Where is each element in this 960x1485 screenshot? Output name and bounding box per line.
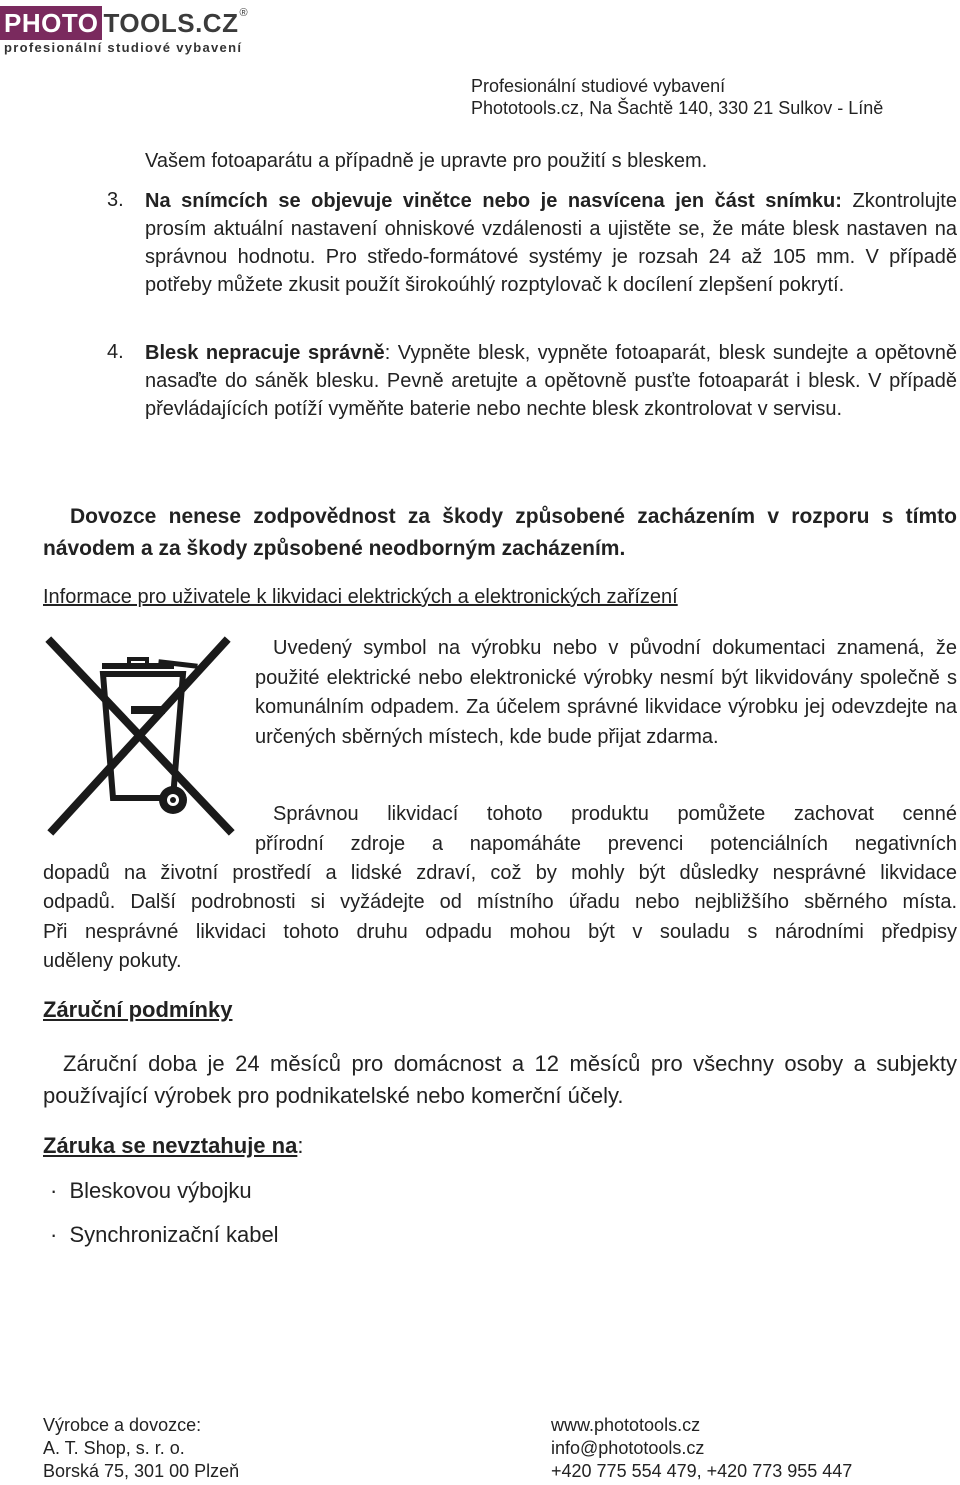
exclusions-heading-text: Záruka se nevztahuje na: [43, 1133, 298, 1158]
exclusions-heading: [43, 1133, 303, 1159]
liability-disclaimer: Dovozce nenese zodpovědnost za škody způsobené zacházením v rozporu s tímto návodem a za škody způsobené neodborným zacházením.: [43, 505, 957, 560]
weee-p2-line-2: přírodní zdroje a napomáháte prevenci potenciálních negativních: [255, 833, 957, 855]
exclusions-heading-colon: :: [297, 1133, 304, 1158]
logo-tools-part: TOOLS.CZ: [103, 7, 239, 38]
warranty-text: Záruční doba je 24 měsíců pro domácnost a 12 měsíců pro všechny osoby a subjekty používající výrobek pro podnikatelské nebo komerční účely.: [43, 1051, 957, 1108]
bullet-dot: ·: [50, 1222, 58, 1247]
weee-heading: Informace pro uživatele k likvidaci elektrických a elektronických zařízení: [43, 586, 678, 608]
troubleshoot-item-4-title: Blesk nepracuje správně: [145, 342, 385, 364]
footer-manufacturer: [43, 1414, 239, 1483]
logo-registered-mark: ®: [239, 7, 248, 19]
weee-p2-line-5: Při nesprávné likvidaci tohoto druhu odpadu mohou být v souladu s národními předpisy: [43, 921, 957, 943]
brand-logo: [0, 0, 248, 60]
continuation-text: Vašem fotoaparátu a případně je upravte pro použití s bleskem.: [145, 150, 708, 172]
footer-company: A. T. Shop, s. r. o.: [43, 1438, 185, 1458]
exclusion-item: [50, 1222, 279, 1248]
header-company-name: Profesionální studiové vybavení: [471, 76, 726, 96]
exclusion-item: [50, 1178, 252, 1204]
weee-paragraph-1: Uvedený symbol na výrobku nebo v původní dokumentaci znamená, že použité elektrické nebo elektronické výrobky nesmí být likvidovány společně s komunálním odpadem. Za účelem správné likvidace výrobku jej odevzdejte na určených sběrných místech, kde bude přijat zdarma.: [255, 637, 957, 748]
troubleshoot-item-3-text: Zkontrolujte prosím aktuální nastavení ohniskové vzdálenosti a ujistěte se, že máte blesk nastaven na správnou hodnotu. Pro středo-formátové systémy je rozsah 24 až 105 mm. V případě potřeby můžete zkusit použít širokoúhlý rozptylovač k docílení zlepšení pokrytí.: [145, 190, 957, 296]
header-company-address: Phototools.cz, Na Šachtě 140, 330 21 Sulkov - Líně: [471, 98, 884, 118]
footer-contacts: [551, 1414, 852, 1483]
warranty-heading: Záruční podmínky: [43, 997, 233, 1022]
footer-address: Borská 75, 301 00 Plzeň: [43, 1461, 240, 1481]
troubleshoot-item-4-text: : Vypněte blesk, vypněte fotoaparát, blesk sundejte a opětovně nasaďte do sáněk blesku. Pevně aretujte a opětovně pusťte fotoaparát i blesk. V případě převládajících potíží vyměňte baterie nebo nechte blesk zkontrolovat v servisu.: [145, 342, 957, 420]
list-number-3: 3.: [107, 189, 124, 211]
footer-website-link[interactable]: www.phototools.cz: [551, 1415, 701, 1435]
logo-tagline: profesionální studiové vybavení: [4, 40, 243, 55]
bullet-dot: ·: [50, 1178, 58, 1203]
troubleshoot-item-4: [145, 339, 957, 423]
crossed-out-bin-icon: [43, 630, 239, 842]
footer-manufacturer-label: Výrobce a dovozce:: [43, 1415, 202, 1435]
weee-p2-line-1: Správnou likvidací tohoto produktu pomůžete zachovat cenné: [273, 803, 957, 825]
exclusion-item-label: Bleskovou výbojku: [69, 1178, 252, 1203]
logo-photo-part: PHOTO: [0, 6, 102, 40]
exclusion-item-label: Synchronizační kabel: [69, 1222, 279, 1247]
list-number-4: 4.: [107, 341, 124, 363]
troubleshoot-item-3: [145, 187, 957, 299]
troubleshoot-item-3-title: Na snímcích se objevuje vinětce nebo je nasvícena jen část snímku:: [145, 190, 842, 212]
footer-phones: +420 775 554 479, +420 773 955 447: [551, 1461, 853, 1481]
footer-email-link[interactable]: info@phototools.cz: [551, 1438, 705, 1458]
weee-p2-line-6: uděleny pokuty.: [43, 950, 182, 972]
weee-p2-line-3: dopadů na životní prostředí a lidské zdraví, což by mohly být důsledky nesprávné likvidace: [43, 862, 957, 884]
weee-p2-line-4: odpadů. Další podrobnosti si vyžádejte od místního úřadu nebo nejbližšího sběrného místa.: [43, 891, 957, 913]
